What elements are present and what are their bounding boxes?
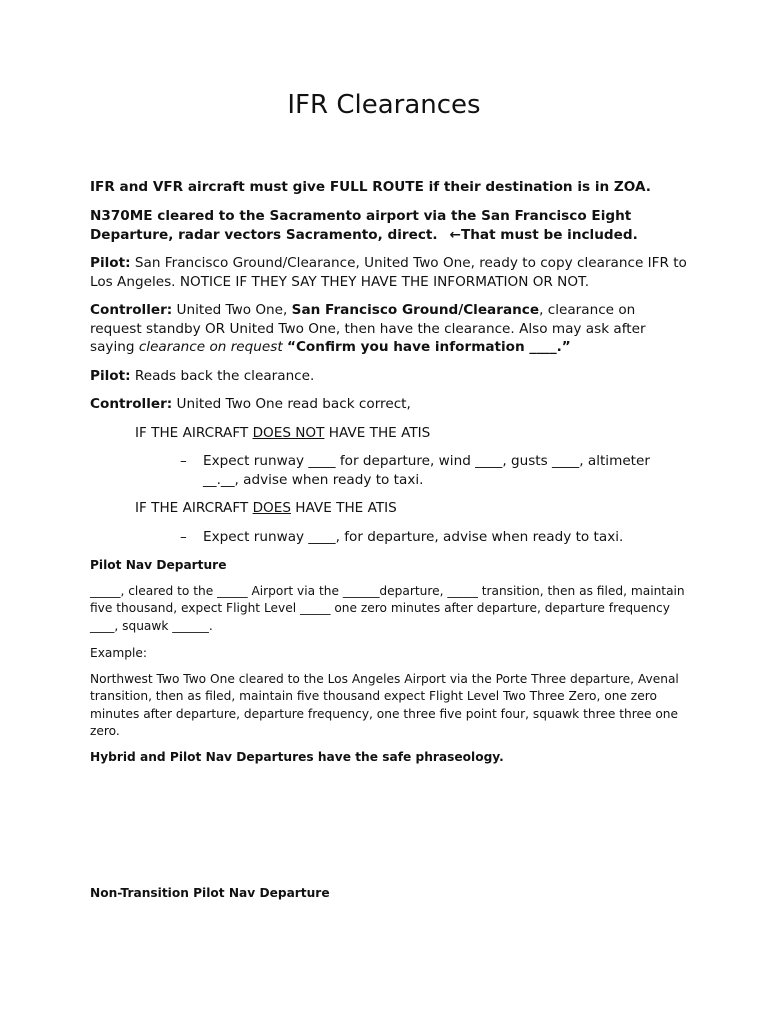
pilot-label: Pilot:: [90, 368, 131, 384]
atis-has-post: HAVE THE ATIS: [295, 500, 397, 516]
clearance-example: [90, 207, 690, 244]
page-title: IFR Clearances: [287, 90, 481, 120]
left-arrow-icon: ←: [449, 226, 461, 243]
full-route-rule: IFR and VFR aircraft must give FULL ROUTE if their destination is in ZOA.: [90, 179, 651, 195]
pilot-readback-text: Reads back the clearance.: [134, 368, 315, 384]
controller-label: Controller:: [90, 396, 173, 412]
atis-not-pre: IF THE AIRCRAFT: [135, 425, 249, 441]
pilot-nav-template: _____, cleared to the _____ Airport via the ______departure, _____ transition, then as filed, maintain five thousand, expect Flight Level _____ one zero minutes after departure, departure frequency ____, squawk ______.: [90, 584, 685, 633]
clearance-example-text: N370ME cleared to the Sacramento airport via the San Francisco Eight Departure, radar vectors Sacramento, direct.: [90, 208, 632, 243]
example-label: Example:: [90, 646, 147, 660]
atis-not-emphasis: DOES NOT: [252, 425, 325, 441]
atis-not-instruction-text: Expect runway ____ for departure, wind ____, gusts ____, altimeter __.__, advise when ready to taxi.: [203, 453, 650, 488]
atis-has-pre: IF THE AIRCRAFT: [135, 500, 249, 516]
controller-response-italic: clearance on request: [138, 339, 283, 355]
controller-response-a: United Two One,: [176, 302, 288, 318]
atis-not-post: HAVE THE ATIS: [328, 425, 431, 441]
controller-response-facility: San Francisco Ground/Clearance: [291, 302, 540, 318]
controller-readback-text: United Two One read back correct,: [176, 396, 411, 412]
hybrid-note: Hybrid and Pilot Nav Departures have the safe phraseology.: [90, 750, 504, 764]
clearance-example-note: That must be included.: [460, 226, 638, 243]
controller-response-c: , clearance on request standby OR United Two One, then have the clearance. Also may ask after saying: [90, 302, 646, 355]
atis-has-instruction-text: Expect runway ____, for departure, advise when ready to taxi.: [203, 529, 624, 545]
atis-not-condition: [135, 424, 675, 443]
atis-has-emphasis: DOES: [252, 500, 291, 516]
controller-response: [90, 301, 690, 357]
pilot-request: [90, 254, 690, 291]
pilot-request-text: San Francisco Ground/Clearance, United Two One, ready to copy clearance IFR to Los Angeles. NOTICE IF THEY SAY THEY HAVE THE INFORMATION OR NOT.: [90, 255, 687, 290]
controller-readback: [90, 395, 690, 414]
pilot-readback: [90, 367, 690, 386]
pilot-label: Pilot:: [90, 255, 131, 271]
dash-bullet: –: [180, 453, 187, 469]
pilot-nav-heading: Pilot Nav Departure: [90, 558, 227, 572]
controller-response-confirm: “Confirm you have information ____.”: [287, 339, 571, 355]
atis-has-instruction: [180, 528, 680, 547]
controller-label: Controller:: [90, 302, 173, 318]
example-text: Northwest Two Two One cleared to the Los Angeles Airport via the Porte Three departure, Avenal transition, then as filed, maintain five thousand expect Flight Level Two Three Zero, one zero minutes after departure, departure frequency, one three five point four, squawk three three one zero.: [90, 672, 679, 739]
dash-bullet: –: [180, 529, 187, 545]
non-transition-heading: Non-Transition Pilot Nav Departure: [90, 886, 330, 900]
atis-not-instruction: [180, 452, 680, 489]
atis-has-condition: [135, 499, 675, 518]
